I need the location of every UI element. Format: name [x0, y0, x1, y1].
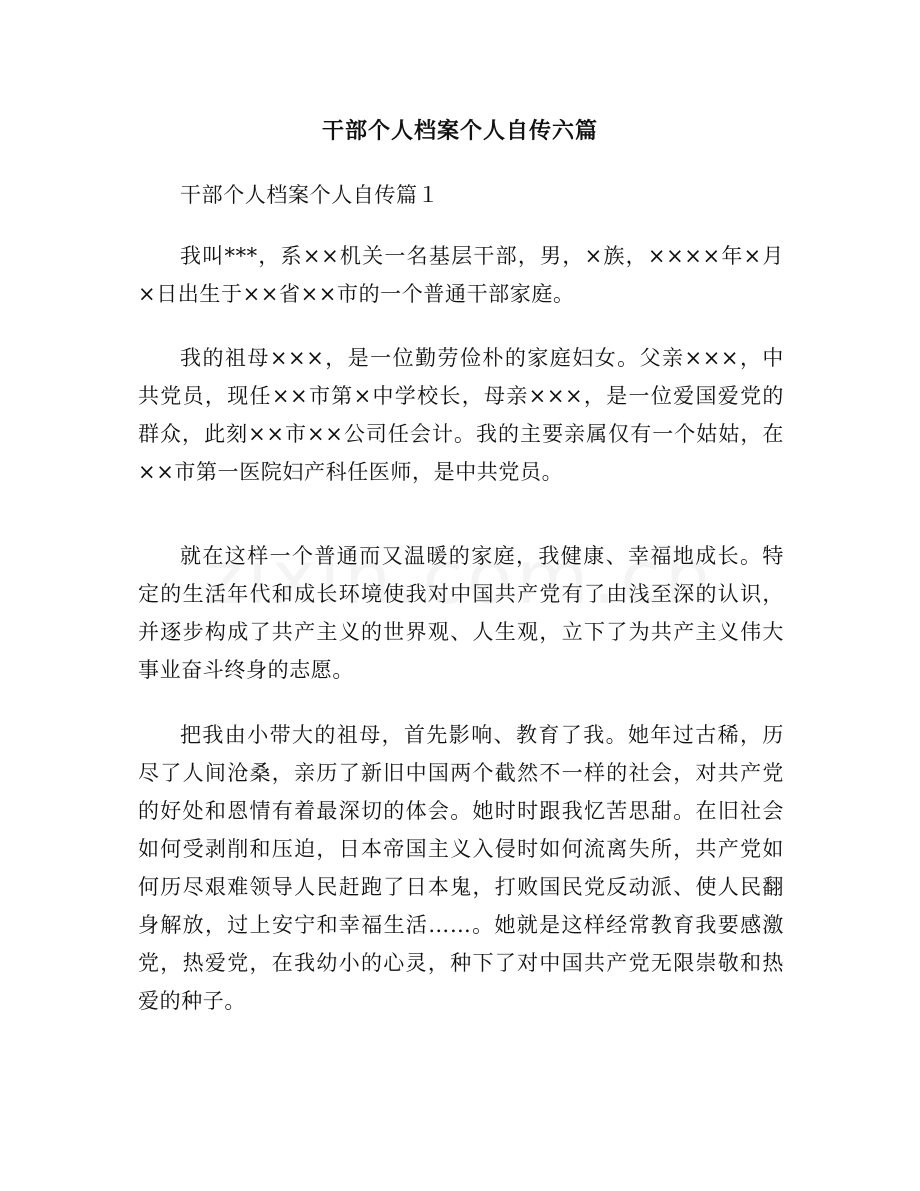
paragraph-1: 我叫***，系××机关一名基层干部，男，×族，××××年×月×日出生于××省××市的一个普通干部家庭。 — [138, 244, 784, 306]
paragraph-2: 我的祖母×××，是一位勤劳俭朴的家庭妇女。父亲×××，中共党员，现任××市第×中学校长，母亲×××，是一位爱国爱党的群众，此刻××市××公司任会计。我的主要亲属仅有一个姑姑，在××市第一医院妇产科任医师，是中共党员。 — [138, 346, 784, 484]
paragraph-4: 把我由小带大的祖母，首先影响、教育了我。她年过古稀，历尽了人间沧桑，亲历了新旧中国两个截然不一样的社会，对共产党的好处和恩情有着最深切的体会。她时时跟我忆苦思甜。在旧社会如何受剥削和压迫，日本帝国主义入侵时如何流离失所，共产党如何历尽艰难领导人民赶跑了日本鬼，打败国民党反动派、使人民翻身解放，过上安宁和幸福生活……。她就是这样经常教育我要感激党，热爱党，在我幼小的心灵，种下了对中国共产党无限崇敬和热爱的种子。 — [138, 723, 784, 1013]
paragraph-3: 就在这样一个普通而又温暖的家庭，我健康、幸福地成长。特定的生活年代和成长环境使我对中国共产党有了由浅至深的认识，并逐步构成了共产主义的世界观、人生观，立下了为共产主义伟大事业奋斗终身的志愿。 — [138, 544, 784, 682]
document-title: 干部个人档案个人自传六篇 — [321, 119, 598, 144]
section-heading: 干部个人档案个人自传篇１ — [180, 183, 440, 207]
